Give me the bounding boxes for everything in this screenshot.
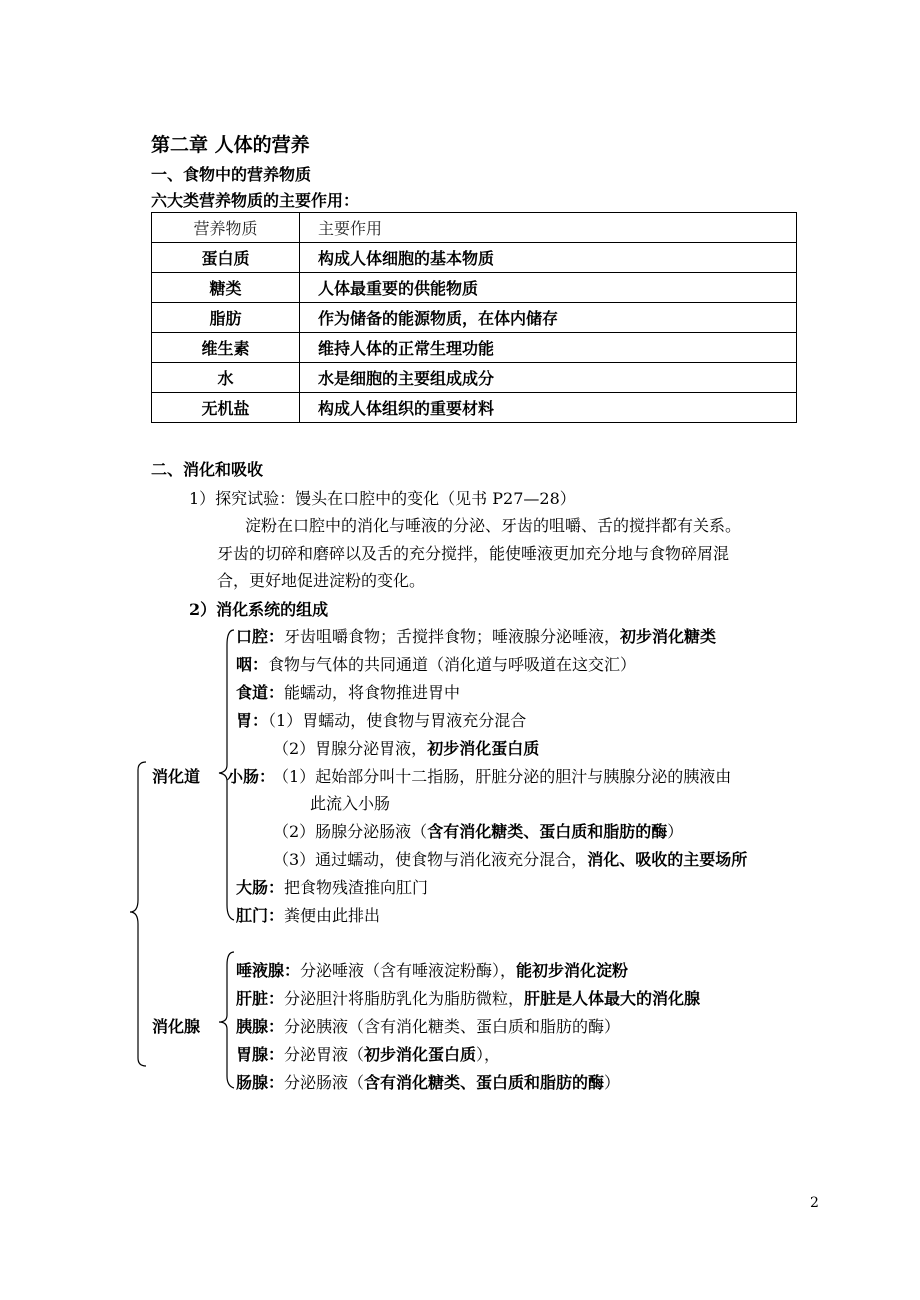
gland-desc: 分泌唾液（含有唾液淀粉酶）， <box>300 961 517 980</box>
organ-name: 食道： <box>236 683 285 702</box>
function-cell: 作为储备的能源物质，在体内储存 <box>300 303 797 333</box>
nutrient-cell: 脂肪 <box>152 303 300 333</box>
gland-label: 消化腺 <box>152 1017 201 1036</box>
nutrient-cell: 水 <box>152 363 300 393</box>
chapter-title: 第二章 人体的营养 <box>151 134 310 156</box>
nutrient-cell: 蛋白质 <box>152 243 300 273</box>
organ-key-point: 初步消化糖类 <box>620 627 717 646</box>
gland-gastric <box>236 1042 500 1065</box>
page-number: 2 <box>810 1195 819 1211</box>
organ-name: 咽： <box>236 655 269 674</box>
tract-small-intestine-line2 <box>273 819 683 842</box>
organ-name: 口腔： <box>236 627 285 646</box>
organ-desc: 粪便由此排出 <box>284 906 381 925</box>
gland-desc: 分泌胰液（含有消化糖类、蛋白质和脂肪的酶） <box>284 1017 621 1036</box>
organ-desc-end: ） <box>667 822 684 841</box>
gland-key-point: 初步消化蛋白质 <box>364 1045 477 1064</box>
organ-key-point: 初步消化蛋白质 <box>427 739 540 758</box>
tract-label: 消化道 <box>152 767 201 786</box>
organ-desc: 能蠕动，将食物推进胃中 <box>284 683 461 702</box>
gland-name: 胃腺： <box>236 1045 285 1064</box>
header-nutrient: 营养物质 <box>152 213 300 243</box>
organ-desc: （2）胃腺分泌胃液， <box>273 739 428 758</box>
gland-key-point: 肝脏是人体最大的消化腺 <box>524 989 701 1008</box>
gland-key-point: 含有消化糖类、蛋白质和脂肪的酶 <box>364 1073 605 1092</box>
organ-desc: （3）通过蠕动，使食物与消化液充分混合， <box>273 850 588 869</box>
tract-small-intestine <box>227 764 731 787</box>
gland-salivary <box>236 958 628 981</box>
tract-stomach-line2 <box>273 736 539 759</box>
tract-esophagus <box>236 680 460 703</box>
section1-subtitle: 六大类营养物质的主要作用： <box>151 191 360 210</box>
nutrient-cell: 维生素 <box>152 333 300 363</box>
organ-name: 大肠： <box>236 878 285 897</box>
gland-desc-end: ）， <box>476 1045 501 1064</box>
item1-para-line1: 淀粉在口腔中的消化与唾液的分泌、牙齿的咀嚼、舌的搅拌都有关系。 <box>245 516 742 535</box>
gland-intestinal <box>236 1070 620 1093</box>
header-function: 主要作用 <box>300 213 797 243</box>
organ-desc: 把食物残渣推向肛门 <box>284 878 429 897</box>
gland-liver <box>236 986 700 1009</box>
gland-desc: 分泌胃液（ <box>284 1045 365 1064</box>
section2-title: 二、消化和吸收 <box>151 460 264 479</box>
organ-name: 小肠： <box>227 767 276 786</box>
function-cell: 构成人体细胞的基本物质 <box>300 243 797 273</box>
section1-title: 一、食物中的营养物质 <box>151 165 312 184</box>
gland-name: 胰腺： <box>236 1017 285 1036</box>
organ-key-point: 含有消化糖类、蛋白质和脂肪的酶 <box>427 822 668 841</box>
function-cell: 水是细胞的主要组成成分 <box>300 363 797 393</box>
tract-stomach <box>236 708 526 731</box>
tract-small-intestine-cont: 此流入小肠 <box>310 794 391 813</box>
organ-desc: （2）肠腺分泌肠液（ <box>273 822 428 841</box>
gland-name: 肝脏： <box>236 989 285 1008</box>
gland-desc: 分泌肠液（ <box>284 1073 365 1092</box>
organ-desc: （1）起始部分叫十二指肠，肝脏分泌的胆汁与胰腺分泌的胰液由 <box>281 767 732 786</box>
gland-desc-end: ） <box>604 1073 621 1092</box>
nutrient-cell: 糖类 <box>152 273 300 303</box>
organ-desc: 食物与气体的共同通道（消化道与呼吸道在这交汇） <box>268 655 637 674</box>
gland-desc: 分泌胆汁将脂肪乳化为脂肪微粒， <box>284 989 525 1008</box>
organ-key-point: 消化、吸收的主要场所 <box>587 850 748 869</box>
gland-name: 唾液腺： <box>236 961 301 980</box>
organ-desc: （1）胃蠕动，使食物与胃液充分混合 <box>268 711 527 730</box>
nutrient-cell: 无机盐 <box>152 393 300 423</box>
tract-small-intestine-line3 <box>273 847 747 870</box>
tract-anus <box>236 903 380 926</box>
tract-large-intestine <box>236 875 428 898</box>
item2-heading: 2）消化系统的组成 <box>189 600 329 619</box>
function-cell: 维持人体的正常生理功能 <box>300 333 797 363</box>
item1-para-line3: 合，更好地促进淀粉的变化。 <box>217 571 426 590</box>
function-cell: 构成人体组织的重要材料 <box>300 393 797 423</box>
organ-name: 胃： <box>236 711 269 730</box>
gland-key-point: 能初步消化淀粉 <box>516 961 629 980</box>
gland-name: 肠腺： <box>236 1073 285 1092</box>
gland-pancreas <box>236 1014 620 1037</box>
item1-heading: 1）探究试验：馒头在口腔中的变化（见书 P27—28） <box>189 489 576 508</box>
item1-para-line2: 牙齿的切碎和磨碎以及舌的充分搅拌，能使唾液更加充分地与食物碎屑混 <box>217 544 730 563</box>
function-cell: 人体最重要的供能物质 <box>300 273 797 303</box>
tract-pharynx <box>236 652 636 675</box>
organ-name: 肛门： <box>236 906 285 925</box>
tract-mouth <box>236 624 716 647</box>
organ-desc: 牙齿咀嚼食物；舌搅拌食物；唾液腺分泌唾液， <box>284 627 621 646</box>
